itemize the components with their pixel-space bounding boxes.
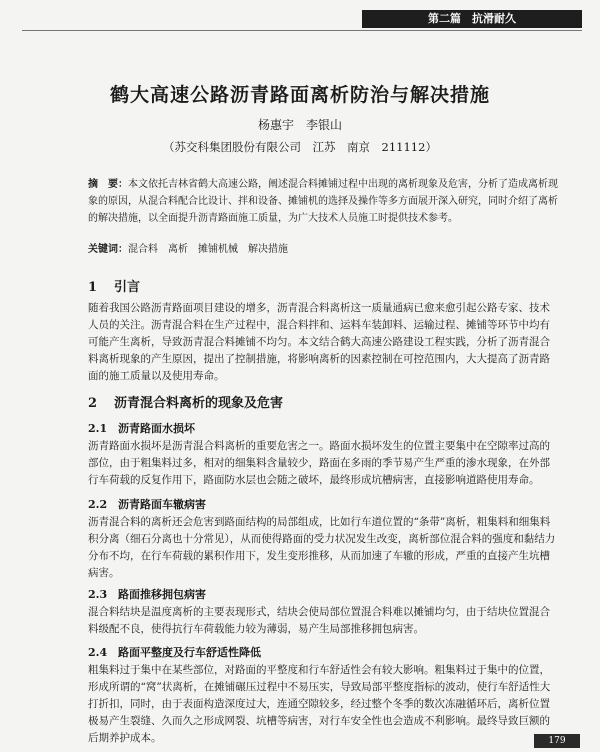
paragraph-2-2: 沥青混合料的离析还会危害到路面结构的局部组成，比如行车道位置的“条带”离析，粗集料和细集料积分离（细石分离也十分常见），从而使得路面的受力状况发生改变，离析部位混合料的强度和黏结力分布不均，在行车荷载的累积作用下，发生变形推移，从而加速了车辙的形成，严重的直接产生坑槽病害。	[88, 516, 556, 579]
paragraph-2-1: 沥青路面水损坏是沥青混合料离析的重要危害之一。路面水损坏发生的位置主要集中在空隙率过高的部位，由于粗集料过多，相对的细集料含量较少，路面在多雨的季节易产生严重的渗水现象，在外部行车荷载的反复作用下，路面防水层也会随之破坏，最终形成坑槽病害，直接影响道路使用寿命。	[88, 440, 550, 486]
paper-title: 鹤大高速公路沥青路面离析防治与解决措施	[109, 84, 490, 106]
section-title: 沥青混合料离析的现象及危害	[114, 396, 284, 411]
keywords-text: 混合料 离析 摊铺机械 解决措施	[128, 244, 288, 255]
section-title: 引言	[114, 280, 141, 295]
subsection-number: 2.1	[88, 422, 108, 435]
keywords	[88, 240, 558, 255]
section-number: 2	[88, 396, 98, 411]
subsection-heading-2-3	[88, 586, 206, 602]
subsection-title: 沥青路面车辙病害	[118, 498, 206, 511]
abstract-label: 摘 要：	[88, 179, 128, 190]
subsection-number: 2.3	[88, 588, 108, 601]
paragraph-2-4: 粗集料过于集中在某些部位，对路面的平整度和行车舒适性会有较大影响。粗集料过于集中的位置，形成所谓的“窝”状离析，在摊铺碾压过程中不易压实，导致局部平整度指标的波动，使行车舒适性大打折扣，同时，由于表面构造深度过大，连通空隙较多，经过整个冬季的数次冻融循环后，离析位置极易产生裂缝、久而久之形成网裂、坑槽等病害，对行车安全性也会造成不利影响。最终导致巨额的后期养护成本。	[88, 664, 551, 744]
abstract-text: 本文依托吉林省鹤大高速公路，阐述混合料摊铺过程中出现的离析现象及危害，分析了造成离析现象的原因，从混合料配合比设计、拌和设备、摊铺机的选择及操作等多方面展开深入研究，同时介绍了离析的解决措施，以全面提升沥青路面施工质量，为广大技术人员施工时提供技术参考。	[88, 179, 558, 224]
subsection-heading-2-4	[88, 644, 261, 660]
section-heading-2	[88, 392, 283, 411]
subsection-heading-2-1	[88, 420, 195, 436]
section-number: 1	[88, 280, 98, 295]
running-header	[0, 10, 600, 36]
intro-paragraph: 随着我国公路沥青路面项目建设的增多，沥青混合料离析这一质量通病已愈来愈引起公路专家、技术人员的关注。沥青混合料在生产过程中，混合料拌和、运料车装卸料、运输过程、摊铺等环节中均有可能产生离析，导致沥青混合料摊铺不均匀。本文结合鹤大高速公路建设工程实践，分析了沥青混合料离析现象的产生原因，提出了控制措施，将影响离析的因素控制在可控范围内，大大提高了沥青路面的施工质量以及使用寿命。	[88, 302, 550, 382]
subsection-title: 路面平整度及行车舒适性降低	[118, 646, 261, 659]
subsection-heading-2-2	[88, 496, 206, 512]
header-rule	[22, 30, 582, 31]
page-number: 179	[534, 734, 580, 748]
chapter-label: 第二篇 抗滑耐久	[362, 10, 582, 28]
abstract	[88, 176, 558, 227]
paragraph-2-3: 混合料结块是温度离析的主要表现形式，结块会使局部位置混合料难以摊铺均匀，由于结块位置混合料级配不良，使得抗行车荷载能力较为薄弱，易产生局部推移拥包病害。	[88, 606, 550, 635]
subsection-title: 沥青路面水损坏	[118, 422, 195, 435]
section-heading-1	[88, 276, 140, 295]
subsection-number: 2.2	[88, 498, 108, 511]
subsection-number: 2.4	[88, 646, 108, 659]
keywords-label: 关键词：	[88, 244, 128, 255]
subsection-title: 路面推移拥包病害	[118, 588, 206, 601]
affiliation: （苏交科集团股份有限公司 江苏 南京 211112）	[163, 140, 437, 154]
authors: 杨惠宇 李银山	[257, 118, 342, 132]
